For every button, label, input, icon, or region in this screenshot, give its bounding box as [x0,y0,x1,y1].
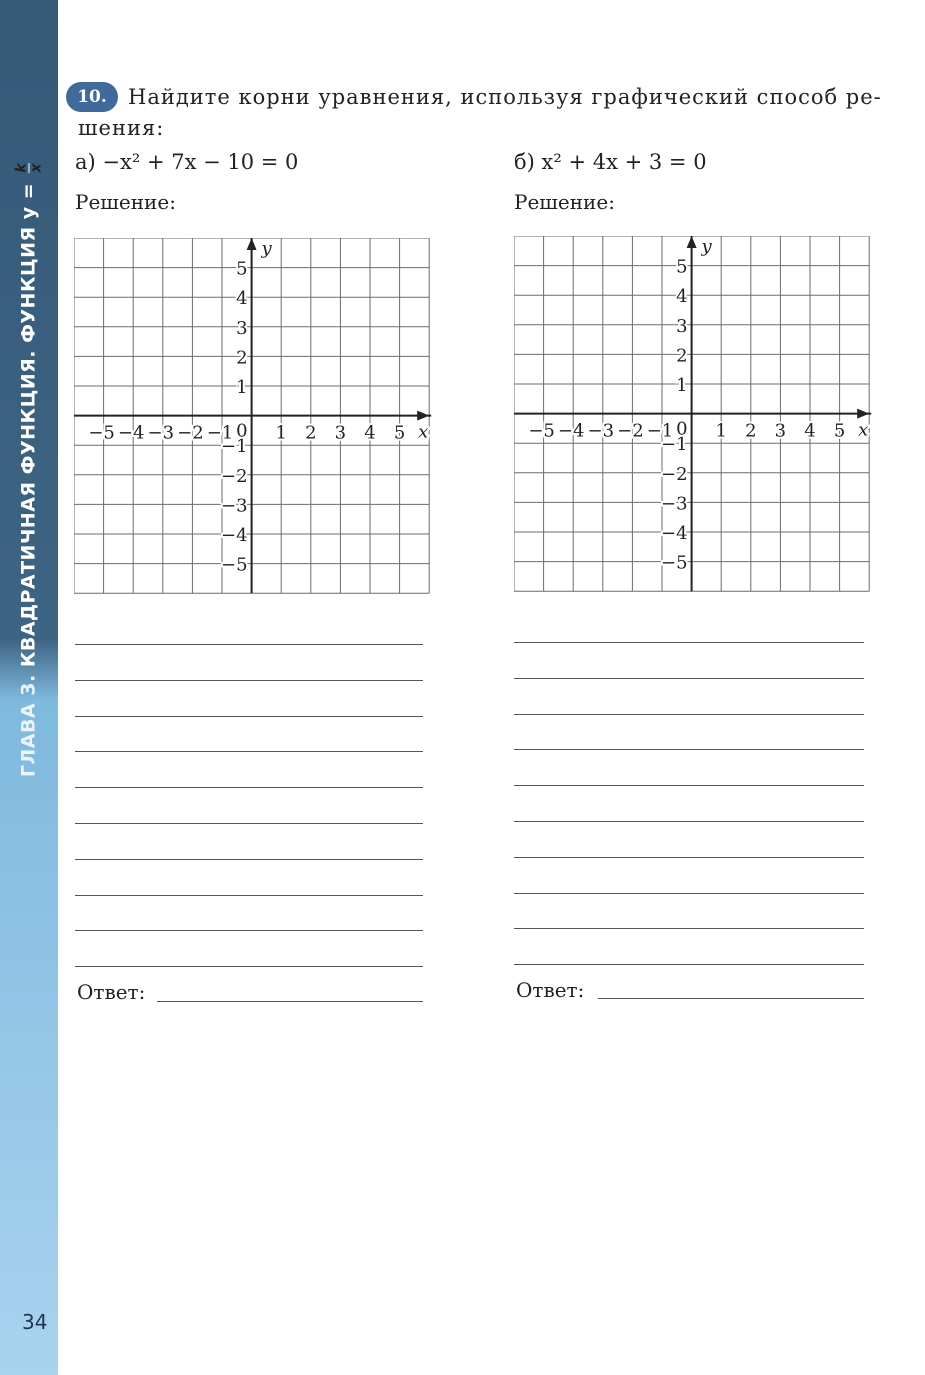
part-a-answer-line[interactable] [157,1001,423,1002]
part-b-writing-line[interactable] [514,642,864,643]
part-b-writing-line[interactable] [514,749,864,750]
part-b-equation-text: x² + 4x + 3 = 0 [541,150,707,174]
part-a-x-tick-label: 5 [393,422,406,444]
part-a-x-tick-label: 4 [364,422,376,444]
part-b-x-tick-label: −1 [646,420,674,442]
formula-denominator: x [28,162,45,173]
part-a-writing-line[interactable] [75,680,423,681]
part-a-y-tick-label: 4 [236,288,248,310]
part-b-y-tick-label: −3 [661,493,688,515]
part-b-writing-line[interactable] [514,964,864,965]
part-b-y-axis-label: y [701,236,712,257]
part-b-x-axis-arrow [857,409,869,419]
part-a-y-tick-label: 5 [236,258,248,280]
part-b-writing-line[interactable] [514,785,864,786]
part-a-x-tick-label: −5 [88,422,115,444]
part-a-writing-line[interactable] [75,930,423,931]
part-b-y-tick-label: 1 [676,375,688,396]
chapter-topic: КВАДРАТИЧНАЯ ФУНКЦИЯ. ФУНКЦИЯ [17,226,40,668]
part-a-writing-line[interactable] [75,716,423,717]
part-b-origin-label: 0 [676,418,688,440]
part-b-x-tick-label: −3 [587,420,615,442]
part-a-y-tick-label: −2 [221,465,248,487]
part-b-y-axis-arrow [687,236,697,248]
part-a-writing-line[interactable] [75,644,423,645]
part-b-x-tick-label: 2 [745,420,757,442]
part-a-equation [75,150,298,174]
part-a-writing-line[interactable] [75,751,423,752]
part-a-answer-label: Ответ: [77,980,146,1004]
part-b-y-tick-label: −2 [661,463,688,485]
part-b-coordinate-grid[interactable] [514,236,874,596]
part-b-x-tick-label: −5 [528,420,555,442]
part-b-x-tick-label: −4 [557,420,585,442]
part-a-coordinate-grid[interactable] [74,238,434,598]
part-b-y-tick-label: 4 [676,286,688,308]
task-text-line-1: Найдите корни уравнения, используя графический способ ре- [128,85,882,109]
task-text-line-2: шения: [78,116,165,140]
part-a-equation-text: −x² + 7x − 10 = 0 [102,150,299,174]
part-a-y-tick-label: 2 [236,347,248,369]
part-b-equation [514,150,707,174]
part-b-y-tick-label: −4 [661,523,688,544]
part-b-writing-line[interactable] [514,893,864,894]
part-a-x-tick-label: −3 [147,422,175,444]
part-a-x-axis-label: x [418,421,429,443]
part-b-writing-line[interactable] [514,821,864,822]
part-b-x-axis-label: x [858,419,869,441]
chapter-number: ГЛАВА 3. [17,674,40,778]
part-b-y-tick-label: −1 [661,434,688,456]
part-b-y-tick-label: 2 [676,345,688,367]
part-a-x-tick-label: −1 [206,422,234,444]
part-a-solution-label: Решение: [75,190,176,214]
part-b-y-tick-label: −5 [661,552,688,574]
page-number: 34 [22,1310,48,1334]
part-b-x-tick-label: 4 [804,420,816,442]
part-b-label: б) [514,150,535,174]
part-b-writing-line[interactable] [514,678,864,679]
part-b-answer-label: Ответ: [516,978,585,1002]
part-a-x-tick-label: 2 [305,422,317,444]
chapter-title [15,163,44,777]
part-b-writing-line[interactable] [514,857,864,858]
part-b-x-tick-label: 5 [833,420,846,442]
formula-prefix: y = [17,182,40,220]
part-a-writing-line[interactable] [75,787,423,788]
part-a-writing-line[interactable] [75,823,423,824]
part-b-solution-label: Решение: [514,190,615,214]
part-b-writing-line[interactable] [514,714,864,715]
part-a-y-tick-label: −4 [221,525,248,546]
part-a-y-tick-label: −5 [221,554,248,576]
part-a-y-tick-label: −1 [221,436,248,458]
part-a-writing-line[interactable] [75,859,423,860]
part-a-y-tick-label: −3 [221,495,248,517]
part-a-x-tick-label: 1 [275,422,287,444]
part-a-y-tick-label: 1 [236,377,248,398]
part-a-label: а) [75,150,96,174]
part-b-y-tick-label: 3 [676,315,688,337]
part-b-y-tick-label: 5 [676,256,688,278]
task-number-badge: 10. [66,82,118,112]
part-b-answer-line[interactable] [598,998,864,999]
part-a-writing-line[interactable] [75,895,423,896]
formula-fraction [15,163,44,173]
part-b-writing-line[interactable] [514,928,864,929]
part-b-x-tick-label: −2 [617,420,644,442]
part-b-x-tick-label: 3 [774,420,787,442]
part-a-y-axis-label: y [261,238,272,259]
formula-numerator: k [13,162,30,173]
part-a-y-tick-label: 3 [236,317,248,339]
part-a-x-tick-label: 3 [334,422,347,444]
part-a-origin-label: 0 [236,420,248,442]
part-a-y-axis-arrow [247,238,257,250]
part-b-x-tick-label: 1 [715,420,727,442]
part-a-x-tick-label: −4 [117,422,145,444]
part-a-x-axis-arrow [417,411,429,421]
part-a-x-tick-label: −2 [177,422,204,444]
part-a-writing-line[interactable] [75,966,423,967]
